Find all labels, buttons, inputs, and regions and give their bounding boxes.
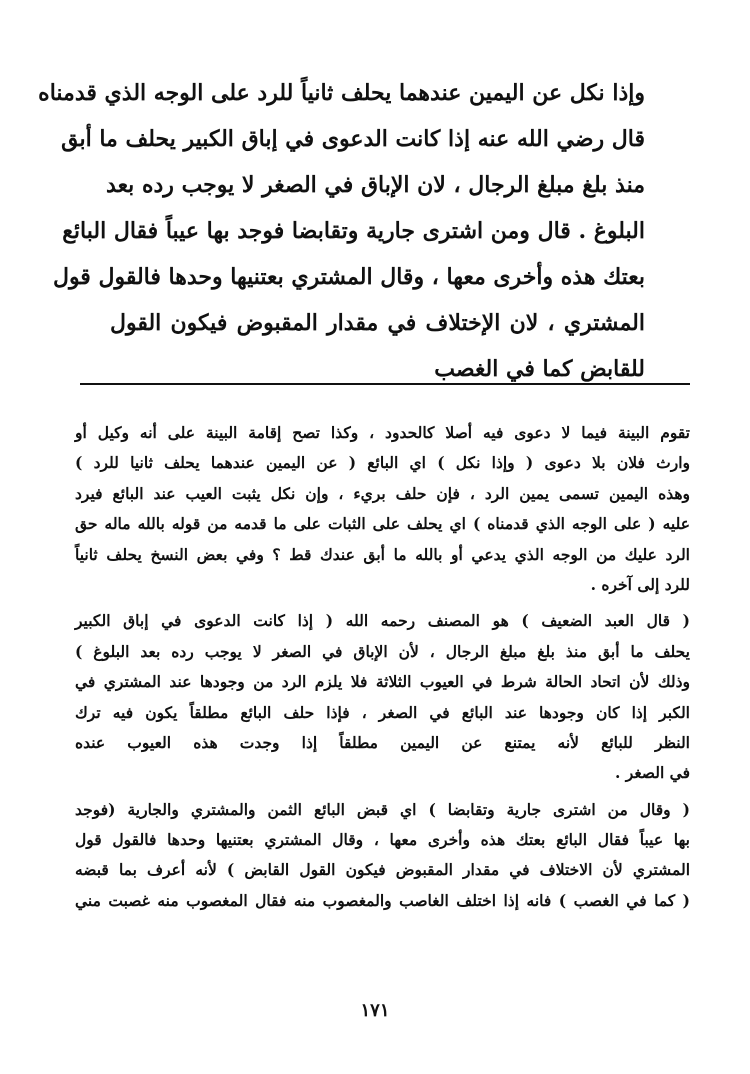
commentary-line: المشتري لأن الاختلاف في مقدار المقبوض فيكون القول القابض ) لأنه أعرف بما قبضه [75, 860, 690, 880]
commentary-line: للرد إلى آخره . [590, 574, 690, 594]
separator-rule [80, 383, 690, 385]
commentary-line: عليه ( على الوجه الذي قدمناه ) اي يحلف على الثبات على ما قدمه من قوله بالله ماله حق [75, 514, 690, 534]
commentary-line: تقوم البينة فيما لا دعوى فيه أصلا كالحدود ، وكذا تصح إقامة البينة على أنه وكيل أو [75, 423, 690, 442]
main-text-line: بعتك هذه وأخرى معها ، وقال المشتري بعتنيها وحدها فالقول قول [52, 264, 645, 290]
commentary-line: الكبر إذا كان وجودها عند البائع في الصغر ، فإذا حلف البائع مطلقاً يكون فيه ترك [75, 702, 690, 722]
commentary-text [75, 418, 690, 916]
main-text-line: منذ بلغ مبلغ الرجال ، لان الإباق في الصغر لا يوجب رده بعد [106, 172, 645, 198]
commentary-line: بها عيباً فقال البائع بعتك هذه وأخرى معها ، وقال المشتري بعتنيها وحدها فالقول قول [75, 830, 690, 850]
commentary-line: ( وقال من اشترى جارية وتقابضا ) اي قبض البائع الثمن والمشتري والجارية (فوجد [75, 799, 690, 819]
commentary-line: وذلك لأن اتحاد الحالة شرط في العيوب الثلاثة فلا يلزم الرد من وجودها عند المشتري في [75, 672, 690, 692]
main-text [38, 70, 645, 392]
main-text-line: للقابض كما في الغصب [434, 356, 645, 382]
commentary-line: ( قال العبد الضعيف ) هو المصنف رحمه الله ( إذا كانت الدعوى في إباق الكبير [75, 611, 690, 631]
page-number: ١٧١ [360, 1000, 390, 1021]
commentary-line: ( كما في الغصب ) فانه إذا اختلف الغاصب والمغصوب منه فقال المغصوب منه غصبت مني [75, 890, 690, 910]
commentary-line: وارث فلان بلا دعوى ( وإذا نكل ) اي البائع ( عن اليمين عندهما يحلف ثانيا للرد ) [75, 453, 690, 473]
main-text-line: المشتري ، لان الإختلاف في مقدار المقبوض فيكون القول [110, 310, 645, 336]
commentary-line: في الصغر . [614, 763, 690, 783]
commentary-line: الرد عليك من الوجه الذي يدعي أو بالله ما أبق عندك قط ؟ وفي بعض النسخ يحلف ثانياً [75, 544, 690, 564]
main-text-line: البلوغ . قال ومن اشترى جارية وتقابضا فوجد بها عيباً فقال البائع [62, 218, 645, 244]
commentary-line: النظر للبائع لأنه يمتنع عن اليمين مطلقاً إذا وجدت هذه العيوب عنده [75, 732, 690, 752]
commentary-line: وهذه اليمين تسمى يمين الرد ، فإن حلف بريء ، وإن نكل يثبت العيب عند البائع فيرد [75, 483, 690, 503]
main-text-line: قال رضي الله عنه إذا كانت الدعوى في إباق الكبير يحلف ما أبق [61, 126, 645, 152]
commentary-line: يحلف ما أبق منذ بلغ مبلغ الرجال ، لأن الإباق في الصغر لا يوجب رده بعد البلوغ ) [75, 641, 690, 661]
main-text-line: وإذا نكل عن اليمين عندهما يحلف ثانياً للرد على الوجه الذي قدمناه [38, 80, 645, 106]
